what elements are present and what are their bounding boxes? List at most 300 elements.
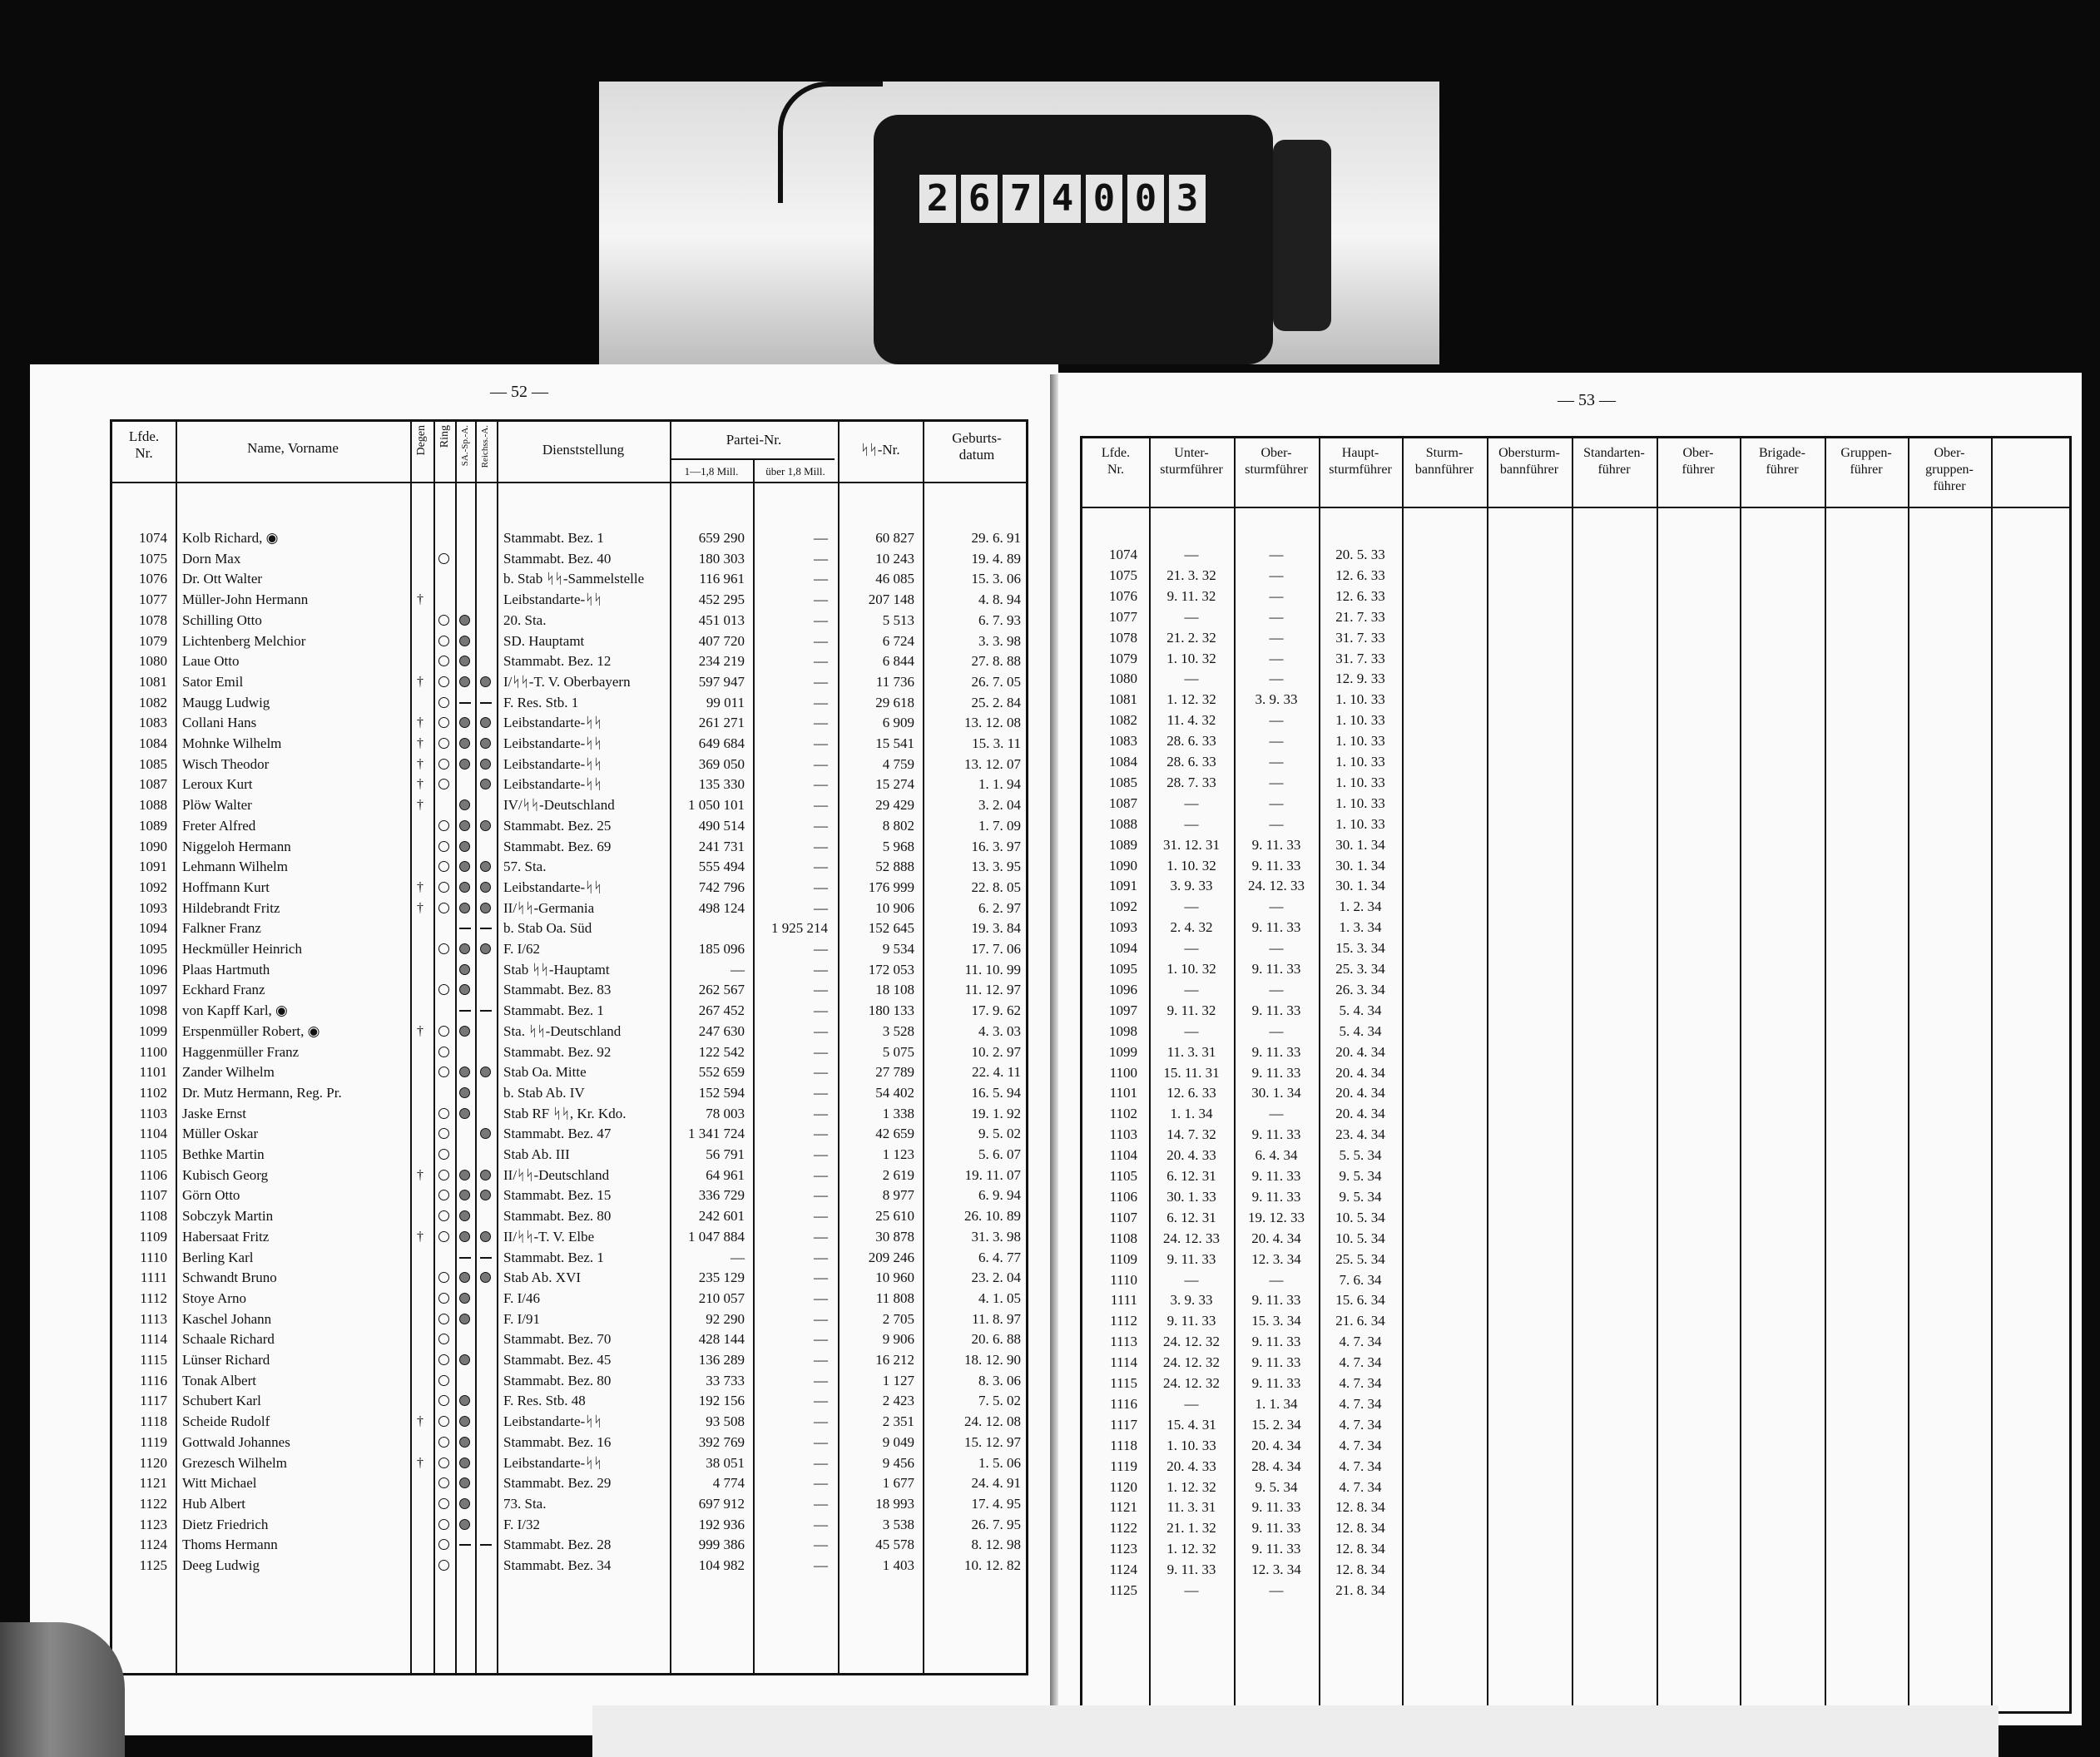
hauptsturmfuehrer-cell: 20. 4. 34: [1335, 1085, 1385, 1101]
table-row: [112, 795, 1026, 816]
sa-sportabzeichen-mark: [459, 1544, 471, 1546]
sa-sportabzeichen-mark: [459, 656, 470, 666]
geburtsdatum-cell: 16. 5. 94: [971, 1084, 1021, 1101]
partei-nr-cell: 234 219: [698, 653, 745, 670]
untersturmfuehrer-cell: 9. 11. 32: [1166, 587, 1216, 604]
untersturmfuehrer-cell: 15. 11. 31: [1163, 1064, 1220, 1081]
table-row: [112, 755, 1026, 775]
geburtsdatum-cell: 19. 3. 84: [971, 920, 1021, 937]
row-number: 1103: [139, 1105, 167, 1121]
row-number: 1085: [1109, 774, 1137, 790]
geburtsdatum-cell: 1. 7. 09: [978, 817, 1021, 834]
table-row: [112, 1145, 1026, 1166]
hauptsturmfuehrer-cell: 10. 5. 34: [1335, 1209, 1385, 1225]
geburtsdatum-cell: 27. 8. 88: [971, 653, 1021, 670]
ss-nr-cell: 9 906: [882, 1331, 914, 1348]
obersturmfuehrer-cell: —: [1269, 754, 1284, 770]
header-partei-b: über 1,8 Mill.: [765, 465, 825, 478]
ss-nr-cell: 42 659: [875, 1126, 914, 1142]
hauptsturmfuehrer-cell: 4. 7. 34: [1339, 1416, 1382, 1433]
table-row: [112, 611, 1026, 631]
geburtsdatum-cell: 26. 7. 05: [971, 673, 1021, 690]
hauptsturmfuehrer-cell: 21. 6. 34: [1335, 1313, 1385, 1329]
ss-nr-cell: 207 148: [868, 591, 914, 608]
rank-header: Ober- gruppen- führer: [1925, 446, 1974, 493]
obersturmfuehrer-cell: 9. 11. 33: [1251, 857, 1301, 874]
ring-mark: [438, 779, 449, 789]
obersturmfuehrer-cell: 28. 4. 34: [1251, 1458, 1301, 1474]
row-number: 1083: [1109, 733, 1137, 750]
partei-nr-cell: 452 295: [698, 591, 745, 608]
ss-nr-cell: 11 736: [875, 673, 914, 690]
partei-nr-cell: 192 936: [698, 1516, 745, 1532]
partei-nr-over-cell: —: [814, 673, 828, 690]
ss-nr-cell: 54 402: [875, 1084, 914, 1101]
obersturmfuehrer-cell: 9. 11. 33: [1251, 1043, 1301, 1060]
row-number: 1091: [1109, 878, 1137, 894]
row-number: 1081: [139, 673, 167, 690]
dienststellung-cell: SD. Hauptamt: [503, 632, 585, 649]
untersturmfuehrer-cell: —: [1184, 940, 1199, 957]
hauptsturmfuehrer-cell: 20. 4. 34: [1335, 1064, 1385, 1081]
hauptsturmfuehrer-cell: 4. 7. 34: [1339, 1437, 1382, 1453]
ring-mark: [438, 636, 449, 646]
table-row: [1082, 1083, 2069, 1104]
ss-nr-cell: 25 610: [875, 1208, 914, 1225]
partei-nr-over-cell: —: [814, 1105, 828, 1121]
ss-nr-cell: 16 212: [875, 1352, 914, 1368]
hauptsturmfuehrer-cell: 15. 3. 34: [1335, 940, 1385, 957]
partei-nr-over-cell: —: [814, 1393, 828, 1409]
table-row: [112, 1206, 1026, 1227]
row-number: 1115: [1110, 1375, 1137, 1391]
sa-sportabzeichen-mark: [459, 676, 470, 687]
geburtsdatum-cell: 4. 8. 94: [978, 591, 1021, 608]
counter-digit: 2: [919, 175, 956, 223]
ring-mark: [438, 1539, 449, 1550]
sa-sportabzeichen-mark: [459, 943, 470, 954]
obersturmfuehrer-cell: —: [1269, 1022, 1284, 1039]
ss-nr-cell: 52 888: [875, 859, 914, 875]
reichssportabzeichen-mark: [480, 1231, 491, 1242]
dienststellung-cell: II/ᛋᛋ-Germania: [503, 899, 595, 916]
obersturmfuehrer-cell: 24. 12. 33: [1248, 878, 1305, 894]
table-row: [112, 1185, 1026, 1206]
row-number: 1075: [1109, 567, 1137, 583]
row-number: 1080: [1109, 671, 1137, 687]
ring-mark: [438, 1354, 449, 1365]
geburtsdatum-cell: 18. 12. 90: [964, 1352, 1021, 1368]
partei-nr-cell: 99 011: [706, 694, 745, 710]
dienststellung-cell: Leibstandarte-ᛋᛋ: [503, 776, 602, 793]
reichssportabzeichen-mark: [480, 903, 491, 913]
row-number: 1121: [1109, 1499, 1137, 1516]
obersturmfuehrer-cell: —: [1269, 733, 1284, 750]
ss-nr-cell: 1 127: [882, 1372, 914, 1388]
geburtsdatum-cell: 4. 3. 03: [978, 1022, 1021, 1039]
name-cell: Stoye Arno: [182, 1289, 246, 1306]
partei-nr-cell: 247 630: [698, 1022, 745, 1039]
table-row: [112, 1371, 1026, 1392]
obersturmfuehrer-cell: —: [1269, 981, 1284, 997]
sa-sportabzeichen-mark: [459, 1210, 470, 1221]
degen-mark: †: [417, 1167, 423, 1182]
rank-header: Sturm- bannführer: [1414, 446, 1474, 477]
row-number: 1120: [139, 1454, 167, 1471]
ss-nr-cell: 176 999: [868, 878, 914, 895]
untersturmfuehrer-cell: 1. 12. 32: [1166, 1541, 1216, 1557]
ring-mark: [438, 656, 449, 666]
rank-header: Unter- sturmführer: [1160, 446, 1223, 477]
row-number: 1076: [139, 571, 167, 587]
partei-nr-cell: 152 594: [698, 1084, 745, 1101]
ss-nr-cell: 29 618: [875, 694, 914, 710]
table-row: [1082, 959, 2069, 980]
sa-sportabzeichen-mark: [459, 841, 470, 852]
partei-nr-cell: 392 769: [698, 1433, 745, 1450]
reichssportabzeichen-mark: [480, 738, 491, 749]
ring-mark: [438, 1149, 449, 1160]
sa-sportabzeichen-mark: [459, 882, 470, 893]
ss-nr-cell: 6 844: [882, 653, 914, 670]
name-cell: Niggeloh Hermann: [182, 838, 291, 854]
untersturmfuehrer-cell: 21. 2. 32: [1166, 629, 1216, 646]
table-row: [112, 1329, 1026, 1350]
partei-nr-over-cell: —: [814, 1516, 828, 1532]
geburtsdatum-cell: 15. 3. 11: [972, 735, 1021, 751]
sa-sportabzeichen-mark: [459, 702, 471, 704]
table-row: [1082, 938, 2069, 959]
reichssportabzeichen-mark: [480, 717, 491, 728]
table-row: [1082, 876, 2069, 897]
row-number: 1105: [139, 1146, 167, 1162]
untersturmfuehrer-cell: —: [1184, 671, 1199, 687]
ss-nr-cell: 10 960: [875, 1269, 914, 1286]
header-partei-a: 1—1,8 Mill.: [684, 465, 739, 478]
partei-nr-cell: 185 096: [698, 941, 745, 957]
name-cell: Laue Otto: [182, 653, 240, 670]
partei-nr-over-cell: —: [814, 899, 828, 916]
degen-mark: †: [417, 798, 423, 813]
sa-sportabzeichen-mark: [459, 1067, 470, 1077]
row-number: 1094: [139, 920, 167, 937]
ss-nr-cell: 30 878: [875, 1228, 914, 1245]
obersturmfuehrer-cell: 9. 11. 33: [1251, 1188, 1301, 1205]
partei-nr-cell: 555 494: [698, 859, 745, 875]
name-cell: Kubisch Georg: [182, 1166, 269, 1183]
obersturmfuehrer-cell: 9. 11. 33: [1251, 836, 1301, 853]
untersturmfuehrer-cell: 9. 11. 33: [1166, 1562, 1216, 1578]
ss-nr-cell: 1 338: [882, 1105, 914, 1121]
partei-nr-over-cell: —: [814, 571, 828, 587]
row-number: 1088: [1109, 815, 1137, 832]
dienststellung-cell: F. Res. Stb. 1: [503, 694, 579, 710]
ss-nr-cell: 11 808: [875, 1289, 914, 1306]
header-lfd: Lfde. Nr.: [128, 428, 160, 461]
dienststellung-cell: Stammabt. Bez. 47: [503, 1126, 612, 1142]
geburtsdatum-cell: 29. 6. 91: [971, 530, 1021, 546]
dienststellung-cell: Stammabt. Bez. 80: [503, 1208, 612, 1225]
table-row: [1082, 628, 2069, 649]
hauptsturmfuehrer-cell: 4. 7. 34: [1339, 1458, 1382, 1474]
row-number: 1088: [139, 797, 167, 814]
untersturmfuehrer-cell: 20. 4. 33: [1166, 1458, 1216, 1474]
ss-nr-cell: 10 243: [875, 550, 914, 567]
row-number: 1079: [1109, 650, 1137, 666]
dienststellung-cell: Stammabt. Bez. 15: [503, 1187, 612, 1204]
ring-mark: [438, 1437, 449, 1448]
partei-nr-over-cell: —: [814, 797, 828, 814]
name-cell: Erspenmüller Robert, ◉: [182, 1022, 320, 1039]
name-cell: Hildebrandt Fritz: [182, 899, 280, 916]
geburtsdatum-cell: 7. 5. 02: [978, 1393, 1021, 1409]
table-row: [1082, 835, 2069, 856]
sa-sportabzeichen-mark: [459, 1170, 470, 1180]
row-number: 1078: [139, 611, 167, 628]
row-number: 1074: [1109, 547, 1137, 562]
dienststellung-cell: F. I/91: [503, 1310, 540, 1327]
partei-nr-cell: 1 047 884: [688, 1228, 745, 1245]
reichssportabzeichen-mark: [480, 1544, 492, 1546]
sa-sportabzeichen-mark: [459, 738, 470, 749]
hauptsturmfuehrer-cell: 20. 4. 34: [1335, 1106, 1385, 1122]
name-cell: Lünser Richard: [182, 1352, 270, 1368]
table-row: [1082, 1581, 2069, 1601]
partei-nr-over-cell: —: [814, 1146, 828, 1162]
obersturmfuehrer-cell: 9. 11. 33: [1251, 1375, 1301, 1391]
table-row: [1082, 1042, 2069, 1063]
hauptsturmfuehrer-cell: 4. 7. 34: [1339, 1395, 1382, 1412]
reichssportabzeichen-mark: [480, 882, 491, 893]
ring-mark: [438, 615, 449, 626]
partei-nr-over-cell: —: [814, 1454, 828, 1471]
partei-nr-cell: —: [731, 1249, 745, 1265]
hauptsturmfuehrer-cell: 12. 8. 34: [1335, 1541, 1385, 1557]
geburtsdatum-cell: 25. 2. 84: [971, 694, 1021, 710]
sa-sportabzeichen-mark: [459, 1010, 471, 1012]
untersturmfuehrer-cell: 28. 7. 33: [1166, 774, 1216, 790]
ring-mark: [438, 1026, 449, 1037]
obersturmfuehrer-cell: 9. 11. 33: [1251, 1064, 1301, 1081]
hauptsturmfuehrer-cell: 25. 3. 34: [1335, 961, 1385, 977]
table-row: [1082, 1477, 2069, 1498]
partei-nr-over-cell: —: [814, 1433, 828, 1450]
row-number: 1089: [1109, 836, 1137, 853]
untersturmfuehrer-cell: —: [1184, 1582, 1199, 1598]
geburtsdatum-cell: 6. 2. 97: [978, 899, 1021, 916]
table-row: [1082, 856, 2069, 877]
untersturmfuehrer-cell: 9. 11. 32: [1166, 1002, 1216, 1018]
ring-mark: [438, 841, 449, 852]
partei-nr-cell: 407 720: [698, 632, 745, 649]
untersturmfuehrer-cell: —: [1184, 608, 1199, 625]
name-cell: Scheide Rudolf: [182, 1413, 270, 1430]
obersturmfuehrer-cell: —: [1269, 650, 1284, 666]
table-row: [1082, 1394, 2069, 1415]
hauptsturmfuehrer-cell: 20. 4. 34: [1335, 1043, 1385, 1060]
table-row: [1082, 1146, 2069, 1166]
degen-mark: †: [417, 900, 423, 915]
hauptsturmfuehrer-cell: 1. 10. 33: [1335, 712, 1385, 729]
partei-nr-over-cell: —: [814, 694, 828, 710]
partei-nr-cell: 490 514: [698, 817, 745, 834]
dienststellung-cell: Stammabt. Bez. 80: [503, 1372, 612, 1388]
dienststellung-cell: Stammabt. Bez. 12: [503, 653, 612, 670]
table-row: [112, 1515, 1026, 1536]
dienststellung-cell: Stammabt. Bez. 28: [503, 1537, 612, 1553]
name-cell: Dr. Mutz Hermann, Reg. Pr.: [182, 1084, 342, 1101]
partei-nr-over-cell: —: [814, 1331, 828, 1348]
partei-nr-cell: 180 303: [698, 550, 745, 567]
row-number: 1116: [140, 1372, 167, 1388]
sa-sportabzeichen-mark: [459, 1257, 471, 1259]
sa-sportabzeichen-mark: [459, 1293, 470, 1304]
name-cell: Kolb Richard, ◉: [182, 530, 279, 546]
table-row: [112, 1350, 1026, 1371]
table-row: [1082, 752, 2069, 773]
row-number: 1085: [139, 755, 167, 772]
geburtsdatum-cell: 10. 12. 82: [964, 1557, 1021, 1573]
obersturmfuehrer-cell: —: [1269, 547, 1284, 562]
dienststellung-cell: Stammabt. Bez. 69: [503, 838, 612, 854]
degen-mark: †: [417, 1229, 423, 1244]
table-row: [112, 960, 1026, 981]
row-number: 1104: [1109, 1147, 1137, 1164]
row-number: 1112: [140, 1289, 167, 1306]
degen-mark: †: [417, 592, 423, 607]
table-row: [1082, 1332, 2069, 1353]
partei-nr-cell: 369 050: [698, 755, 745, 772]
name-cell: Heckmüller Heinrich: [182, 941, 302, 957]
hauptsturmfuehrer-cell: 21. 8. 34: [1335, 1582, 1385, 1598]
partei-nr-over-cell: —: [814, 1187, 828, 1204]
table-row: [1082, 586, 2069, 607]
dienststellung-cell: Stammabt. Bez. 25: [503, 817, 612, 834]
partei-nr-cell: 262 567: [698, 982, 745, 998]
ss-nr-cell: 45 578: [875, 1537, 914, 1553]
dienststellung-cell: Stammabt. Bez. 1: [503, 530, 604, 546]
dienststellung-cell: 57. Sta.: [503, 859, 547, 875]
dienststellung-cell: b. Stab Ab. IV: [503, 1084, 585, 1101]
obersturmfuehrer-cell: 12. 3. 34: [1251, 1250, 1301, 1267]
dienststellung-cell: Leibstandarte-ᛋᛋ: [503, 878, 602, 895]
geburtsdatum-cell: 15. 12. 97: [964, 1433, 1021, 1450]
table-row: [1082, 1270, 2069, 1291]
counter-digit: 3: [1169, 175, 1206, 223]
obersturmfuehrer-cell: 9. 11. 33: [1251, 1520, 1301, 1537]
untersturmfuehrer-cell: —: [1184, 815, 1199, 832]
name-cell: Schilling Otto: [182, 611, 262, 628]
sa-sportabzeichen-mark: [459, 1477, 470, 1488]
dienststellung-cell: F. I/46: [503, 1289, 540, 1306]
row-number: 1109: [139, 1228, 167, 1245]
table-row: [1082, 1104, 2069, 1125]
ring-mark: [438, 676, 449, 687]
partei-nr-cell: 38 051: [706, 1454, 745, 1471]
partei-nr-over-cell: —: [814, 550, 828, 567]
partei-nr-over-cell: —: [814, 1228, 828, 1245]
partei-nr-over-cell: —: [814, 1022, 828, 1039]
row-number: 1107: [1109, 1209, 1137, 1225]
obersturmfuehrer-cell: 9. 11. 33: [1251, 1126, 1301, 1143]
name-cell: Hoffmann Kurt: [182, 878, 270, 895]
partei-nr-over-cell: —: [814, 1537, 828, 1553]
untersturmfuehrer-cell: 31. 12. 31: [1163, 836, 1220, 853]
dienststellung-cell: b. Stab ᛋᛋ-Sammelstelle: [503, 571, 645, 587]
obersturmfuehrer-cell: 12. 3. 34: [1251, 1562, 1301, 1578]
table-row: [1082, 1063, 2069, 1084]
geburtsdatum-cell: 24. 4. 91: [971, 1475, 1021, 1492]
geburtsdatum-cell: 10. 2. 97: [971, 1043, 1021, 1060]
name-cell: Thoms Hermann: [182, 1537, 278, 1553]
ring-mark: [438, 1334, 449, 1344]
rank-header: Ober- führer: [1681, 446, 1715, 477]
row-number: 1076: [1109, 587, 1137, 604]
partei-nr-cell: 267 452: [698, 1002, 745, 1019]
ring-mark: [438, 1067, 449, 1077]
ring-mark: [438, 759, 449, 770]
dienststellung-cell: b. Stab Oa. Süd: [503, 920, 592, 937]
hauptsturmfuehrer-cell: 1. 10. 33: [1335, 774, 1385, 790]
untersturmfuehrer-cell: 6. 12. 31: [1166, 1168, 1216, 1184]
row-number: 1114: [140, 1331, 167, 1348]
obersturmfuehrer-cell: 20. 4. 34: [1251, 1437, 1301, 1453]
untersturmfuehrer-cell: 2. 4. 32: [1170, 919, 1213, 936]
counter-digit: 7: [1003, 175, 1039, 223]
row-number: 1111: [140, 1269, 167, 1286]
counter-body: [874, 115, 1273, 364]
counter-digit: 4: [1044, 175, 1081, 223]
sa-sportabzeichen-mark: [459, 717, 470, 728]
table-row: [1082, 1022, 2069, 1042]
untersturmfuehrer-cell: 20. 4. 33: [1166, 1147, 1216, 1164]
geburtsdatum-cell: 13. 12. 08: [964, 715, 1021, 731]
table-row: [1082, 918, 2069, 938]
partei-nr-over-cell: —: [814, 1064, 828, 1081]
degen-mark: †: [417, 777, 423, 792]
untersturmfuehrer-cell: 11. 3. 31: [1166, 1499, 1216, 1516]
degen-mark: †: [417, 1455, 423, 1470]
hauptsturmfuehrer-cell: 9. 5. 34: [1339, 1188, 1382, 1205]
row-number: 1123: [139, 1516, 167, 1532]
name-cell: Dr. Ott Walter: [182, 571, 263, 587]
hauptsturmfuehrer-cell: 25. 5. 34: [1335, 1250, 1385, 1267]
obersturmfuehrer-cell: 20. 4. 34: [1251, 1230, 1301, 1246]
partei-nr-cell: 93 508: [706, 1413, 745, 1430]
obersturmfuehrer-cell: 9. 11. 33: [1251, 1541, 1301, 1557]
row-number: 1099: [139, 1022, 167, 1039]
hauptsturmfuehrer-cell: 12. 8. 34: [1335, 1499, 1385, 1516]
row-number: 1119: [1110, 1458, 1137, 1474]
header-partei-nr: Partei-Nr.: [726, 432, 782, 448]
ss-nr-cell: 9 534: [882, 941, 914, 957]
reichssportabzeichen-mark: [480, 861, 491, 872]
partei-nr-cell: 136 289: [698, 1352, 745, 1368]
table-row: [1082, 1353, 2069, 1373]
partei-nr-over-cell: —: [814, 1249, 828, 1265]
table-row: [112, 528, 1026, 549]
reichssportabzeichen-mark: [480, 1170, 491, 1180]
obersturmfuehrer-cell: —: [1269, 898, 1284, 915]
left-page: [30, 364, 1058, 1735]
row-number: 1109: [1109, 1250, 1137, 1267]
hauptsturmfuehrer-cell: 21. 7. 33: [1335, 608, 1385, 625]
dienststellung-cell: Leibstandarte-ᛋᛋ: [503, 591, 602, 608]
table-row: [1082, 1250, 2069, 1270]
hauptsturmfuehrer-cell: 1. 10. 33: [1335, 733, 1385, 750]
row-number: 1108: [1109, 1230, 1137, 1246]
obersturmfuehrer-cell: 9. 11. 33: [1251, 1168, 1301, 1184]
